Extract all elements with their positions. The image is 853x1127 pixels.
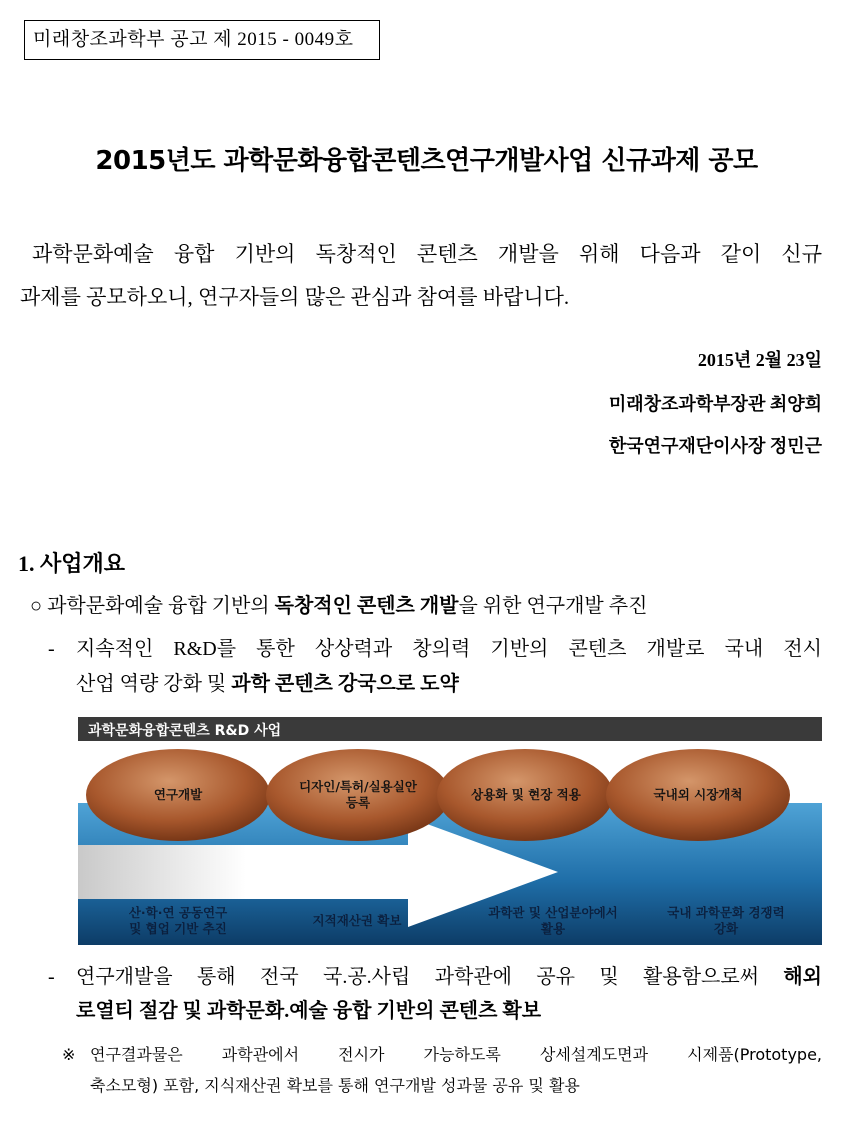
announcement-date: 2015년 2월 23일 — [697, 350, 822, 370]
notice-number-box: 미래창조과학부 공고 제 2015 - 0049호 — [24, 20, 380, 60]
diagram-step-3: 상용화 및 현장 적용 — [471, 787, 581, 802]
diagram-outcome-1: 산·학·연 공동연구 및 협업 기반 추진 — [128, 905, 228, 936]
section-heading: 1. 사업개요 — [18, 551, 126, 576]
dash1-line-1: 지속적인 R&D를 통한 상상력과 창의력 기반의 콘텐츠 개발로 국내 전시 — [76, 638, 822, 660]
diagram-step-2: 디자인/특허/실용실안 등록 — [299, 779, 417, 810]
bullet-text-post: 을 위한 연구개발 추진 — [458, 595, 648, 617]
diagram-outcome-3: 과학관 및 산업분야에서 활용 — [488, 905, 618, 936]
bullet-text-pre: 과학문화예술 융합 기반의 — [47, 595, 275, 617]
intro-line-1: 과학문화예술 융합 기반의 독창적인 콘텐츠 개발을 위해 다음과 같이 신규 — [32, 242, 822, 266]
reference-mark-icon: ※ — [62, 1045, 76, 1064]
diagram-outcome-2: 지적재산권 확보 — [312, 913, 402, 928]
document-title: 2015년도 과학문화융합콘텐츠연구개발사업 신규과제 공모 — [95, 146, 758, 176]
circle-bullet-icon: ○ — [30, 595, 43, 617]
dash2-line-1 — [76, 963, 822, 991]
overview-bullet — [30, 592, 647, 620]
dash2-line-2 — [76, 997, 541, 1025]
dash1-line-2-text: 산업 역량 강화 및 — [76, 673, 232, 695]
diagram-title: 과학문화융합콘텐츠 R&D 사업 — [88, 723, 282, 739]
dash2-line-2-bold: 로열티 절감 및 과학문화.예술 융합 기반의 콘텐츠 확보 — [76, 1000, 542, 1022]
foundation-signature: 한국연구재단이사장 정민근 — [608, 436, 822, 456]
minister-signature: 미래창조과학부장관 최양희 — [608, 394, 822, 414]
dash1-line-2-bold: 과학 콘텐츠 강국으로 도약 — [231, 673, 459, 695]
intro-line-2: 과제를 공모하오니, 연구자들의 많은 관심과 참여를 바랍니다. — [20, 285, 570, 309]
rd-program-diagram — [78, 717, 822, 945]
note-line-2: 축소모형) 포함, 지식재산권 확보를 통해 연구개발 성과물 공유 및 활용 — [90, 1076, 580, 1095]
diagram-outcome-4: 국내 과학문화 경쟁력 강화 — [667, 905, 785, 936]
dash-marker-2: - — [48, 966, 55, 988]
bullet-text-bold: 독창적인 콘텐츠 개발 — [274, 595, 459, 617]
dash2-line-1-text: 연구개발을 통해 전국 국.공.사립 과학관에 공유 및 활용함으로써 — [76, 966, 784, 988]
dash2-line-1-bold: 해외 — [783, 966, 822, 988]
dash1-line-2 — [76, 670, 459, 698]
dash-marker-1: - — [48, 638, 55, 660]
note-line-1: 연구결과물은 과학관에서 전시가 가능하도록 상세설계도면과 시제품(Prototype, — [90, 1045, 822, 1064]
diagram-step-4: 국내외 시장개척 — [653, 787, 743, 802]
diagram-step-1: 연구개발 — [153, 787, 203, 802]
